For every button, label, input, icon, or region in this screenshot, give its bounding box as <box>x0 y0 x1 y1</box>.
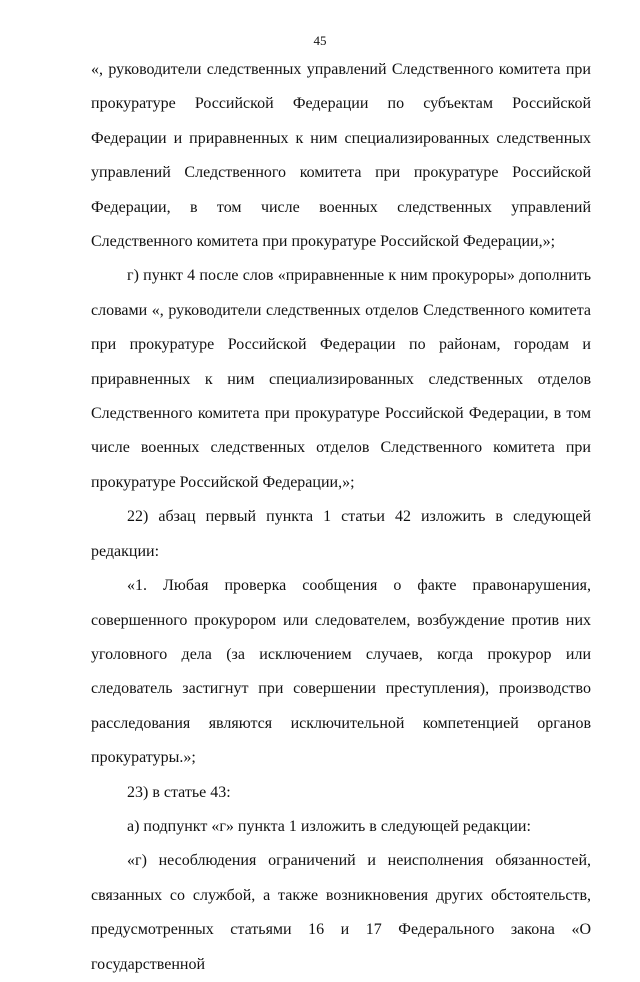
paragraph-quote-1: «1. Любая проверка сообщения о факте правонарушения, совершенного прокурором или следователем, возбуждение против них уголовного дела (за исключением случаев, когда прокурор или следователь застигнут при совершении преступления), производство расследования являются исключительной компетенцией органов прокуратуры.»; <box>91 577 591 767</box>
paragraph-item-22: 22) абзац первый пункта 1 статьи 42 изложить в следующей редакции: <box>91 508 591 560</box>
paragraph-subitem-a: а) подпункт «г» пункта 1 изложить в следующей редакции: <box>127 817 531 835</box>
paragraph-quote-g: «г) несоблюдения ограничений и неисполнения обязанностей, связанных со службой, а также возникновения других обстоятельств, предусмотренных статьями 16 и 17 Федерального закона «О государственной <box>91 852 591 973</box>
paragraph-item-g: г) пункт 4 после слов «приравненные к ним прокуроры» дополнить словами «, руководители следственных отделов Следственного комитета при прокуратуре Российской Федерации по районам, городам и приравненных к ним специализированных следственных отделов Следственного комитета при прокуратуре Российской Федерации, в том числе военных следственных отделов Следственного комитета при прокуратуре Российской Федерации,»; <box>91 267 591 491</box>
paragraph-quote-continuation: «, руководители следственных управлений Следственного комитета при прокуратуре Российской Федерации по субъектам Российской Федерации и приравненных к ним специализированных следственных управлений Следственного комитета при прокуратуре Российской Федерации, в том числе военных следственных управлений Следственного комитета при прокуратуре Российской Федерации,»; <box>91 61 591 251</box>
paragraph-item-23: 23) в статье 43: <box>127 783 231 801</box>
document-body <box>91 53 591 982</box>
page-number: 45 <box>313 33 327 48</box>
